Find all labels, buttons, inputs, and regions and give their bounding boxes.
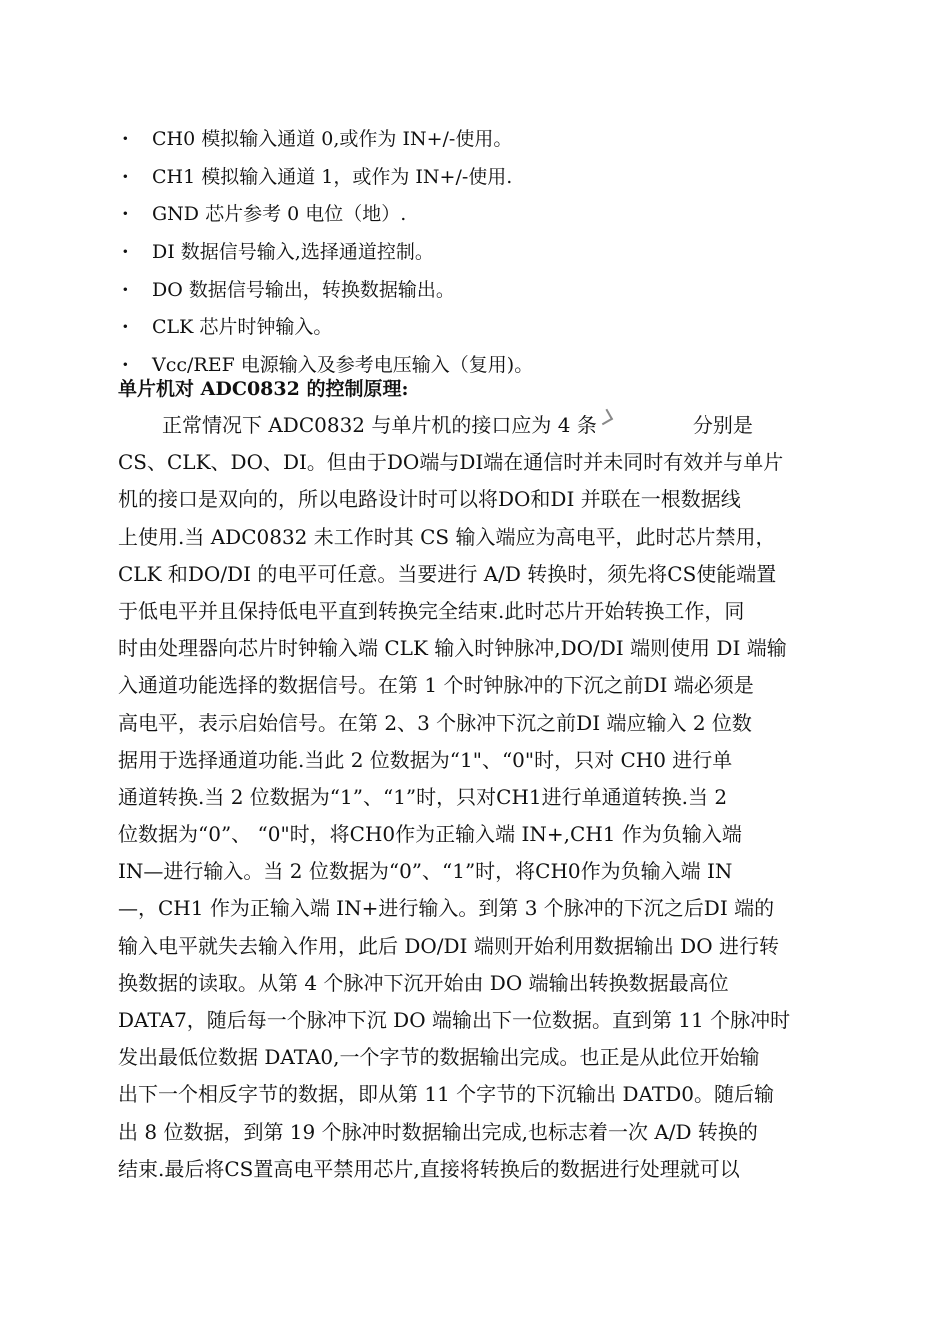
line-text: 位数据为“0”、 “0"时，将CH0作为正输入端 IN+,CH1 作为负输入端 (118, 822, 742, 847)
paragraph-line (118, 1076, 834, 1113)
bullet-dot: · (122, 165, 129, 188)
paragraph-line (118, 742, 834, 779)
line-text: 输入电平就失去输入作用，此后 DO/DI 端则开始利用数据输出 DO 进行转 (118, 933, 779, 958)
line-text: 结束.最后将CS置高电平禁用芯片,直接将转换后的数据进行处理就可以 (118, 1156, 740, 1181)
line-text: 通道转换.当 2 位数据为“1”、“1”时，只对CH1进行单通道转换.当 2 (118, 784, 728, 809)
paragraph-line (118, 779, 834, 816)
pin-item (122, 159, 842, 197)
line-text: 换数据的读取。从第 4 个脉冲下沉开始由 DO 端输出转换数据最高位 (118, 970, 729, 995)
line-text: 入通道功能选择的数据信号。在第 1 个时钟脉冲的下沉之前DI 端必须是 (118, 673, 754, 698)
line-text: 机的接口是双向的，所以电路设计时可以将DO和DI 并联在一根数据线 (118, 487, 741, 512)
paragraph-line (118, 1002, 834, 1039)
paragraph-line (118, 1114, 834, 1151)
paragraph-line (118, 407, 834, 444)
line-text: CLK 和DO/DI 的电平可任意。当要进行 A/D 转换时，须先将CS使能端置 (118, 561, 777, 586)
line-text: 出下一个相反字节的数据，即从第 11 个字节的下沉输出 DATD0。随后输 (118, 1082, 775, 1107)
paragraph-line (118, 593, 834, 630)
pin-text: DI 数据信号输入,选择通道控制。 (152, 241, 434, 264)
paragraph-line (118, 890, 834, 927)
bullet-dot: · (122, 128, 129, 150)
pin-text: Vcc/REF 电源输入及参考电压输入（复用)。 (152, 354, 534, 377)
line-text: 分别是 (692, 413, 753, 437)
bullet-dot: · (122, 241, 129, 264)
pin-text: GND 芯片参考 0 电位（地）. (152, 203, 407, 226)
pin-text: DO 数据信号输出，转换数据输出。 (152, 278, 455, 301)
section-heading: 单片机对 ADC0832 的控制原理: (118, 378, 409, 400)
paragraph-line (118, 705, 834, 742)
paragraph-line (118, 928, 834, 965)
body-paragraph (118, 407, 834, 1188)
line-text: 上使用.当 ADC0832 未工作时其 CS 输入端应为高电平，此时芯片禁用， (118, 524, 776, 549)
line-text: IN—进行输入。当 2 位数据为“0”、“1”时，将CH0作为负输入端 IN (118, 859, 733, 884)
paragraph-line (118, 816, 834, 853)
bullet-dot: · (122, 203, 129, 226)
line-text: 出 8 位数据，到第 19 个脉冲时数据输出完成,也标志着一次 A/D 转换的 (118, 1119, 758, 1144)
paragraph-line (118, 630, 834, 667)
scan-artifact-icon (597, 407, 623, 427)
line-text: 正常情况下 ADC0832 与单片机的接口应为 4 条 (162, 413, 597, 437)
line-text: 据用于选择通道功能.当此 2 位数据为“1"、“0"时，只对 CH0 进行单 (118, 747, 733, 772)
bullet-dot: · (122, 278, 129, 301)
pin-text: CH0 模拟输入通道 0,或作为 IN+/-使用。 (152, 128, 513, 150)
paragraph-line (118, 667, 834, 704)
paragraph-line (118, 519, 834, 556)
paragraph-line (118, 1039, 834, 1076)
bullet-dot: · (122, 354, 129, 377)
paragraph-line (118, 853, 834, 890)
pin-item (122, 309, 842, 347)
line-text: —，CH1 作为正输入端 IN+进行输入。到第 3 个脉冲的下沉之后DI 端的 (118, 896, 775, 921)
pin-text: CH1 模拟输入通道 1，或作为 IN+/-使用. (152, 165, 513, 188)
paragraph-line (118, 965, 834, 1002)
pin-item (122, 121, 842, 159)
blank-gap (623, 407, 693, 444)
paragraph-line (118, 1151, 834, 1188)
paragraph-line (118, 556, 834, 593)
pin-item (122, 234, 842, 272)
pin-item (122, 196, 842, 234)
line-text: CS、CLK、DO、DI。但由于DO端与DI端在通信时并未同时有效并与单片 (118, 450, 784, 475)
paragraph-line (118, 444, 834, 481)
pin-item (122, 272, 842, 310)
line-text: 时由处理器向芯片时钟输入端 CLK 输入时钟脉冲,DO/DI 端则使用 DI 端输 (118, 636, 787, 661)
bullet-dot: · (122, 316, 129, 339)
line-text: 于低电平并且保持低电平直到转换完全结束.此时芯片开始转换工作，同 (118, 598, 745, 623)
pin-text: CLK 芯片时钟输入。 (152, 316, 333, 339)
paragraph-line (118, 481, 834, 518)
line-text: DATA7，随后每一个脉冲下沉 DO 端输出下一位数据。直到第 11 个脉冲时 (118, 1008, 791, 1032)
line-text: 发出最低位数据 DATA0,一个字节的数据输出完成。也正是从此位开始输 (118, 1045, 760, 1070)
pin-list (122, 121, 842, 385)
line-text: 高电平，表示启始信号。在第 2、3 个脉冲下沉之前DI 端应输入 2 位数 (118, 710, 752, 735)
